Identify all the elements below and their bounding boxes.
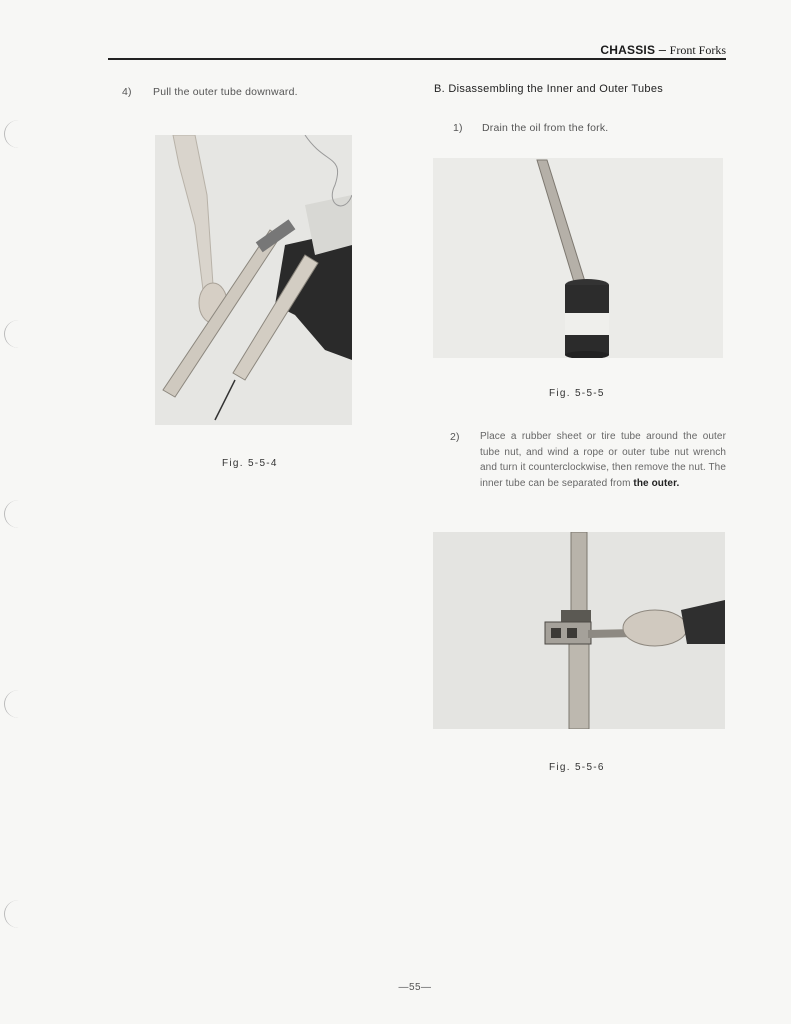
header-rule: [108, 58, 726, 60]
page-header: [600, 42, 726, 58]
step-text-bold: the outer.: [633, 477, 680, 489]
header-subtitle: Front Forks: [669, 43, 726, 57]
step-number: 2): [450, 431, 460, 443]
step-number: 1): [453, 122, 463, 134]
binder-hole: [4, 690, 33, 718]
binder-hole: [4, 320, 33, 348]
header-title: CHASSIS: [600, 43, 656, 57]
figure-caption: Fig. 5-5-6: [549, 762, 605, 773]
figure-photo-remove-nut: [433, 532, 725, 729]
step-number: 4): [122, 86, 132, 98]
section-heading: B. Disassembling the Inner and Outer Tubes: [434, 83, 664, 95]
figure-caption: Fig. 5-5-5: [549, 388, 605, 399]
step-text: Drain the oil from the fork.: [482, 122, 609, 134]
binder-hole: [4, 900, 33, 928]
step-text: Place a rubber sheet or tire tube around the outer tube nut, and wind a rope or outer tube nut wrench and turn it counterclockwise, then remove the nut. The inner tube can be separated from: [480, 431, 726, 489]
binder-hole: [4, 500, 33, 528]
binder-hole: [4, 120, 33, 148]
figure-caption: Fig. 5-5-4: [222, 458, 278, 469]
header-separator: –: [658, 42, 667, 57]
step-text: Pull the outer tube downward.: [153, 86, 298, 98]
step-paragraph: [480, 429, 726, 491]
figure-photo-pull-outer-tube: [155, 135, 352, 425]
figure-photo-drain-oil: [433, 158, 723, 358]
page-number: —55—: [398, 982, 432, 993]
